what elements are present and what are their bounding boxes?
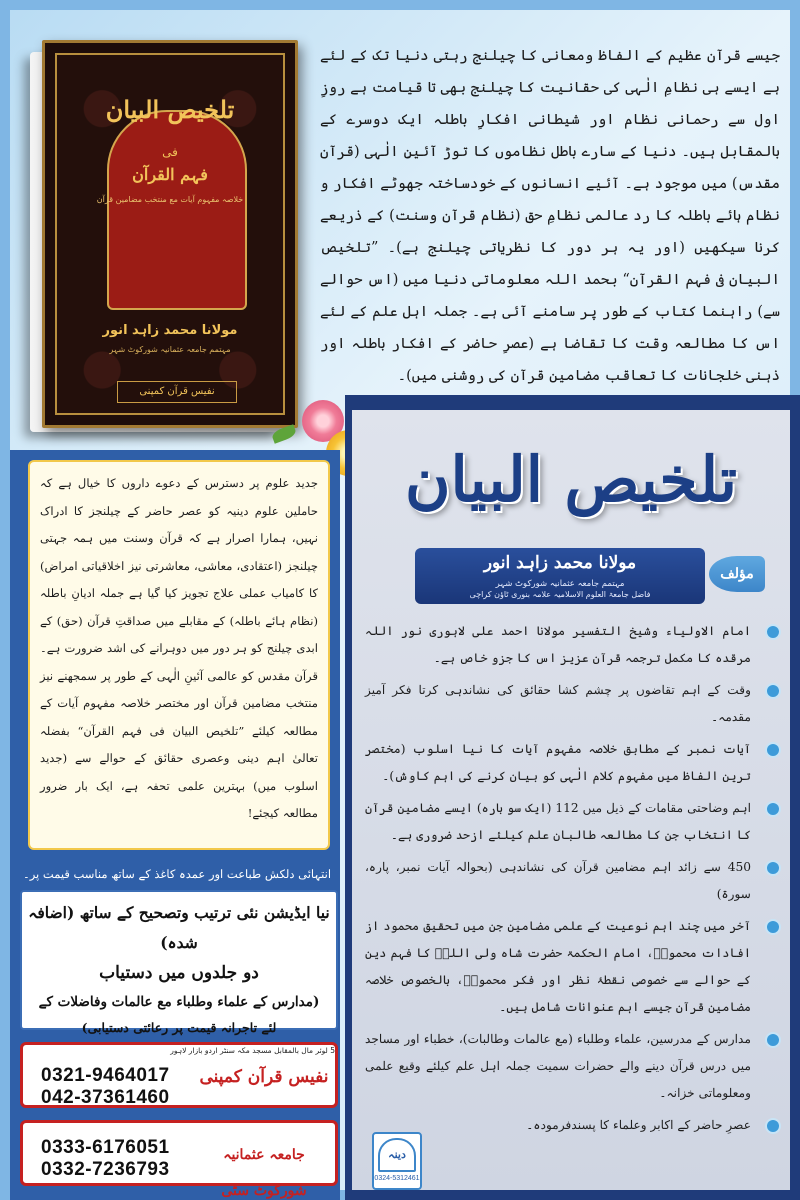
cover-fi: فی	[162, 145, 178, 159]
author-ribbon	[415, 548, 705, 604]
bullet-icon	[767, 1120, 779, 1132]
cover-subtitle: فہم القرآن	[132, 165, 208, 184]
contact-address: 5 لوئر مال بالمقابل مسجد مکہ سنٹر اردو بازار لاہور	[170, 1046, 335, 1055]
feature-text: امام الاولیاء وشیخ التفسیر مولانا احمد علی لاہوری نور اللہ مرقدہ کا مکمل ترجمہ قرآن عزیز اس کا جزو خاص ہے۔	[365, 624, 751, 665]
cover-publisher: نفیس قرآن کمپنی	[117, 381, 237, 403]
list-item	[365, 736, 783, 790]
left-description: جدید علوم پر دسترس کے دعوے داروں کا خیال ہے کہ حاملین علوم دینیہ کو عصر حاضر کے چیلنجز کا ادراک نہیں، ہمارا اصرار ہے کہ قرآن وسنت میں ہمہ جہتی چیلنجز (اعتقادی، معاشی، معاشرتی نیز اخلاقیاتی امراض) کا کامیاب عملی علاج تجویز کیا گیا ہے جملہ ادیانِ باطلہ (نظام ہائے باطلہ) کے مقابلے میں صداقتِ قرآن (حق) کے ابدی چیلنج کو ہر دور میں دوہرانے کی اشد ضرورت ہے۔ قرآن مقدس کو عالمی آئینِ الٰہی کے طور پر سمجھنے نیز منتخب مضامین قرآن اور مختصر خلاصہ مفہوم آیات کے مطالعہ کیلئے ”تلخیص البیان فی فہم القرآن“ بفضلہ تعالیٰ اہم دینی وعصری حقائق کے حوالے سے (جدید اسلوب میں) بہترین علمی تحفہ ہے، ایک بار ضرور مطالعہ کیجئے!	[28, 460, 330, 850]
cover-red-panel	[107, 110, 247, 310]
contact-name: جامعہ عثمانیہ شورکوٹ سٹی	[221, 1147, 307, 1199]
list-item	[365, 1112, 783, 1139]
contact-phones	[41, 1065, 201, 1109]
logo-number: 0324-5312461	[374, 1175, 420, 1182]
phone-number[interactable]: 042-37361460	[41, 1087, 170, 1108]
feature-text: عصرِ حاضر کے اکابر وعلماء کا پسندفرمودہ۔	[526, 1118, 751, 1132]
edition-box	[20, 890, 338, 1035]
feature-text: آیات نمبر کے مطابق خلاصہ مفہوم آیات کا نیا اسلوب (مختصر ترین الفاظ میں مفہوم کلام الٰہی کو بیان کرنے کی اہم کاوش)۔	[365, 742, 751, 783]
author-name: مولانا محمد زاہد انور	[483, 553, 637, 573]
bullet-icon	[767, 862, 779, 874]
features-list	[365, 618, 783, 1144]
list-item	[365, 677, 783, 731]
bullet-icon	[767, 626, 779, 638]
edition-line-1: نیا ایڈیشن نئی ترتیب وتصحیح کے ساتھ (اضافہ شدہ)	[28, 903, 330, 952]
contact-phones	[41, 1137, 201, 1181]
main-title: تلخیص البیان	[404, 443, 737, 516]
book-cover	[42, 40, 298, 428]
author-tag: مؤلف	[709, 556, 765, 592]
contact-card-jamia	[20, 1120, 338, 1199]
author-institution: مہتمم جامعہ عثمانیہ شورکوٹ شہر	[495, 579, 625, 589]
book-image	[30, 40, 300, 435]
feature-text: مدارس کے مدرسین، علماء وطلباء (مع عالمات وطالبات)، خطباء اور مساجد میں درس قرآن دینے والے حضرات سمیت جملہ اہل علم کیلئے وقیع علمی ومعلوماتی خزانہ۔	[365, 1032, 751, 1100]
phone-number[interactable]: 0333-6176051	[41, 1137, 170, 1158]
logo-badge	[372, 1132, 422, 1190]
cover-author: مولانا محمد زاہد انور	[102, 323, 238, 338]
cover-inner-border	[55, 53, 285, 415]
cover-title: تلخیص البیان	[105, 95, 235, 124]
author-box	[415, 548, 765, 604]
list-item	[365, 913, 783, 1021]
contact-card-nafees	[20, 1042, 338, 1108]
edition-line-2: دو جلدوں میں دستیاب	[99, 963, 259, 983]
phone-number[interactable]: 0321-9464017	[41, 1065, 170, 1086]
bullet-icon	[767, 803, 779, 815]
author-credential: فاضل جامعۃ العلوم الاسلامیہ علامہ بنوری ٹاؤن کراچی	[469, 590, 651, 599]
logo-arch-icon: دینہ	[378, 1138, 416, 1172]
bullet-icon	[767, 1034, 779, 1046]
list-item	[365, 854, 783, 908]
edition-line-3: (مدارس کے علماء وطلباء مع عالمات وفاضلات کے	[38, 994, 320, 1010]
cover-description: خلاصہ مفہوم آیات مع منتخب مضامین قرآن	[96, 195, 244, 204]
contact-name: نفیس قرآن کمپنی	[199, 1067, 329, 1087]
bullet-icon	[767, 921, 779, 933]
phone-number[interactable]: 0332-7236793	[41, 1159, 170, 1180]
bullet-icon	[767, 744, 779, 756]
list-item	[365, 795, 783, 849]
feature-text: اہم وضاحتی مقامات کے ذیل میں 112 (ایک سو بارہ) ایسے مضامین قرآن کا انتخاب جن کا مطالعہ طالبان علم کیلئے ازحد ضروری ہے۔	[365, 801, 751, 842]
cover-author-sub: مہتمم جامعہ عثمانیہ شورکوٹ شہر	[109, 345, 231, 354]
intro-paragraph: جیسے قرآن عظیم کے الفاظ ومعانی کا چیلنج رہتی دنیا تک کے لئے ہے ایسے ہی نظامِ الٰہی کی حقانیت کا چیلنج بھی تا قیامت ہے روزِ اول سے رحمانی نظام اور شیطانی افکارِ باطلہ ایک دوسرے کے بالمقابل ہیں۔ دنیا کے سارے باطل نظاموں کا توڑ آئینِ الٰہی (قرآن مقدس) میں موجود ہے۔ آئیے انسانوں کے خودساختہ جھوٹے افکار و نظام ہائے باطلہ کا رد عالمی نظامِ حق (نظام قرآن وسنت) کے ذریعے کرنا سیکھیں (اور یہ ہر دور کا نظریاتی چیلنج ہے)۔ ”تلخیص البیان فی فہم القرآن“ بحمد اللہ معلوماتی دنیا میں (اس حوالے سے) راہنما کتاب کے طور پر سامنے آئی ہے۔ جملہ اہل علم کے لئے اس کا مطالعہ وقت کا تقاضا ہے (عصرِ حاضر کے افکار باطلہ اور ذہنی خلجانات کا تعاقب مضامین قرآن کی روشنی میں)۔	[320, 48, 780, 384]
feature-text: آخر میں چند اہم نوعیت کے علمی مضامین جن میں تحقیق محمود از افادات محمودؒ، امام الحکمۃ حضرت شاہ ولی اللہؒ کا فہم دین کے حوالے سے خصوصی نقطۂ نظر اور فکر محمودؒ، بالخصوص خلاصہ مضامین قرآن جیسے اہم عنوانات شامل ہیں۔	[365, 919, 751, 1014]
print-note: انتہائی دلکش طباعت اور عمدہ کاغذ کے ساتھ مناسب قیمت پر۔	[22, 867, 332, 881]
edition-line-4: لئے تاجرانہ قیمت پر رعائتی دستیابی)	[81, 1020, 277, 1035]
bullet-icon	[767, 685, 779, 697]
feature-text: وقت کے اہم تقاضوں پر چشم کشا حقائق کی نشاندہی کرتا فکر آمیز مقدمہ۔	[365, 683, 751, 724]
list-item	[365, 1026, 783, 1107]
list-item	[365, 618, 783, 672]
feature-text: 450 سے زائد اہم مضامین قرآن کی نشاندہی (بحوالہ آیات نمبر، پارہ، سورۃ)	[365, 860, 751, 901]
